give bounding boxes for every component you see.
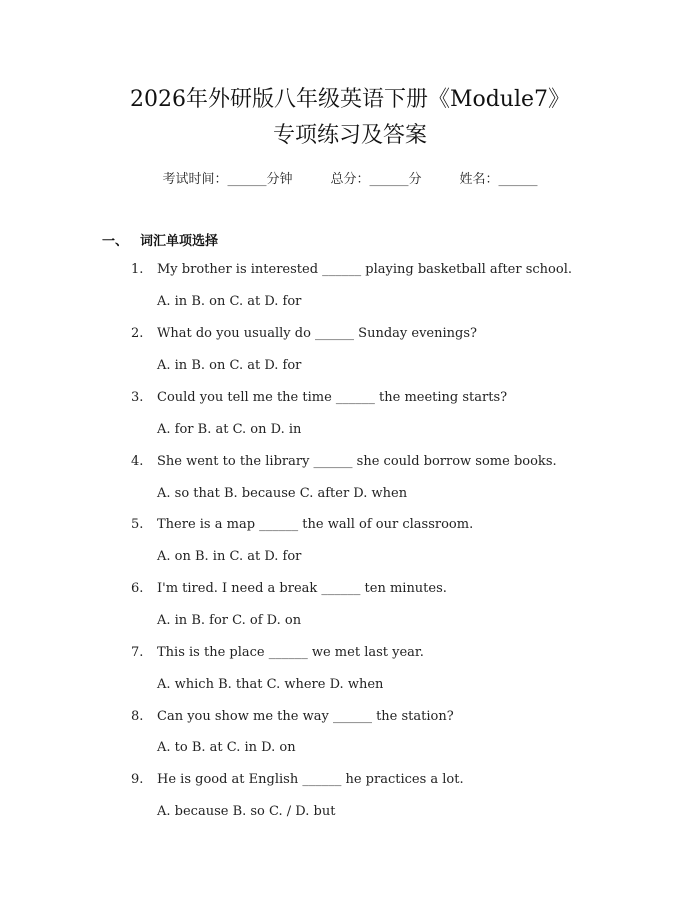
question-5 xyxy=(131,517,473,532)
question-8-options: A. to B. at C. in D. on xyxy=(157,740,296,755)
question-4-options: A. so that B. because C. after D. when xyxy=(157,486,408,501)
section-heading xyxy=(102,230,218,249)
question-number: 3. xyxy=(131,390,144,405)
question-text: She went to the library ______ she could borrow some books. xyxy=(157,454,557,469)
question-1-options: A. in B. on C. at D. for xyxy=(157,294,302,309)
question-2 xyxy=(131,326,477,341)
question-8 xyxy=(131,709,454,724)
question-text: Could you tell me the time ______ the meeting starts? xyxy=(157,390,508,405)
question-6-options: A. in B. for C. of D. on xyxy=(157,613,302,628)
question-3-options: A. for B. at C. on D. in xyxy=(157,422,302,437)
question-text: This is the place ______ we met last year. xyxy=(157,645,424,660)
question-6 xyxy=(131,581,447,596)
question-5-options: A. on B. in C. at D. for xyxy=(157,549,302,564)
question-number: 9. xyxy=(131,772,144,787)
document-subtitle: 专项练习及答案 xyxy=(272,123,427,148)
exam-score-label: 总分：______分 xyxy=(330,172,422,187)
question-text: My brother is interested ______ playing basketball after school. xyxy=(157,262,572,277)
section-title: 词汇单项选择 xyxy=(140,234,219,249)
question-3 xyxy=(131,390,507,405)
question-text: There is a map ______ the wall of our classroom. xyxy=(157,517,474,532)
question-7 xyxy=(131,645,424,660)
question-number: 1. xyxy=(131,262,144,277)
question-number: 7. xyxy=(131,645,144,660)
question-9-options: A. because B. so C. / D. but xyxy=(157,804,336,819)
question-2-options: A. in B. on C. at D. for xyxy=(157,358,302,373)
question-number: 8. xyxy=(131,709,144,724)
question-1 xyxy=(131,262,572,277)
document-title: 2026年外研版八年级英语下册《Module7》 xyxy=(129,87,571,112)
question-text: He is good at English ______ he practices a lot. xyxy=(157,772,464,787)
question-number: 5. xyxy=(131,517,144,532)
question-text: Can you show me the way ______ the station? xyxy=(157,709,454,724)
question-text: What do you usually do ______ Sunday evenings? xyxy=(157,326,477,341)
question-4 xyxy=(131,454,557,469)
exam-info xyxy=(0,168,700,187)
question-number: 6. xyxy=(131,581,144,596)
question-number: 4. xyxy=(131,454,144,469)
exam-name-label: 姓名：______ xyxy=(459,172,538,187)
exam-time-label: 考试时间：______分钟 xyxy=(162,172,293,187)
section-number: 一、 xyxy=(102,234,129,249)
question-text: I'm tired. I need a break ______ ten minutes. xyxy=(157,581,447,596)
question-7-options: A. which B. that C. where D. when xyxy=(157,677,384,692)
question-number: 2. xyxy=(131,326,144,341)
question-9 xyxy=(131,772,464,787)
